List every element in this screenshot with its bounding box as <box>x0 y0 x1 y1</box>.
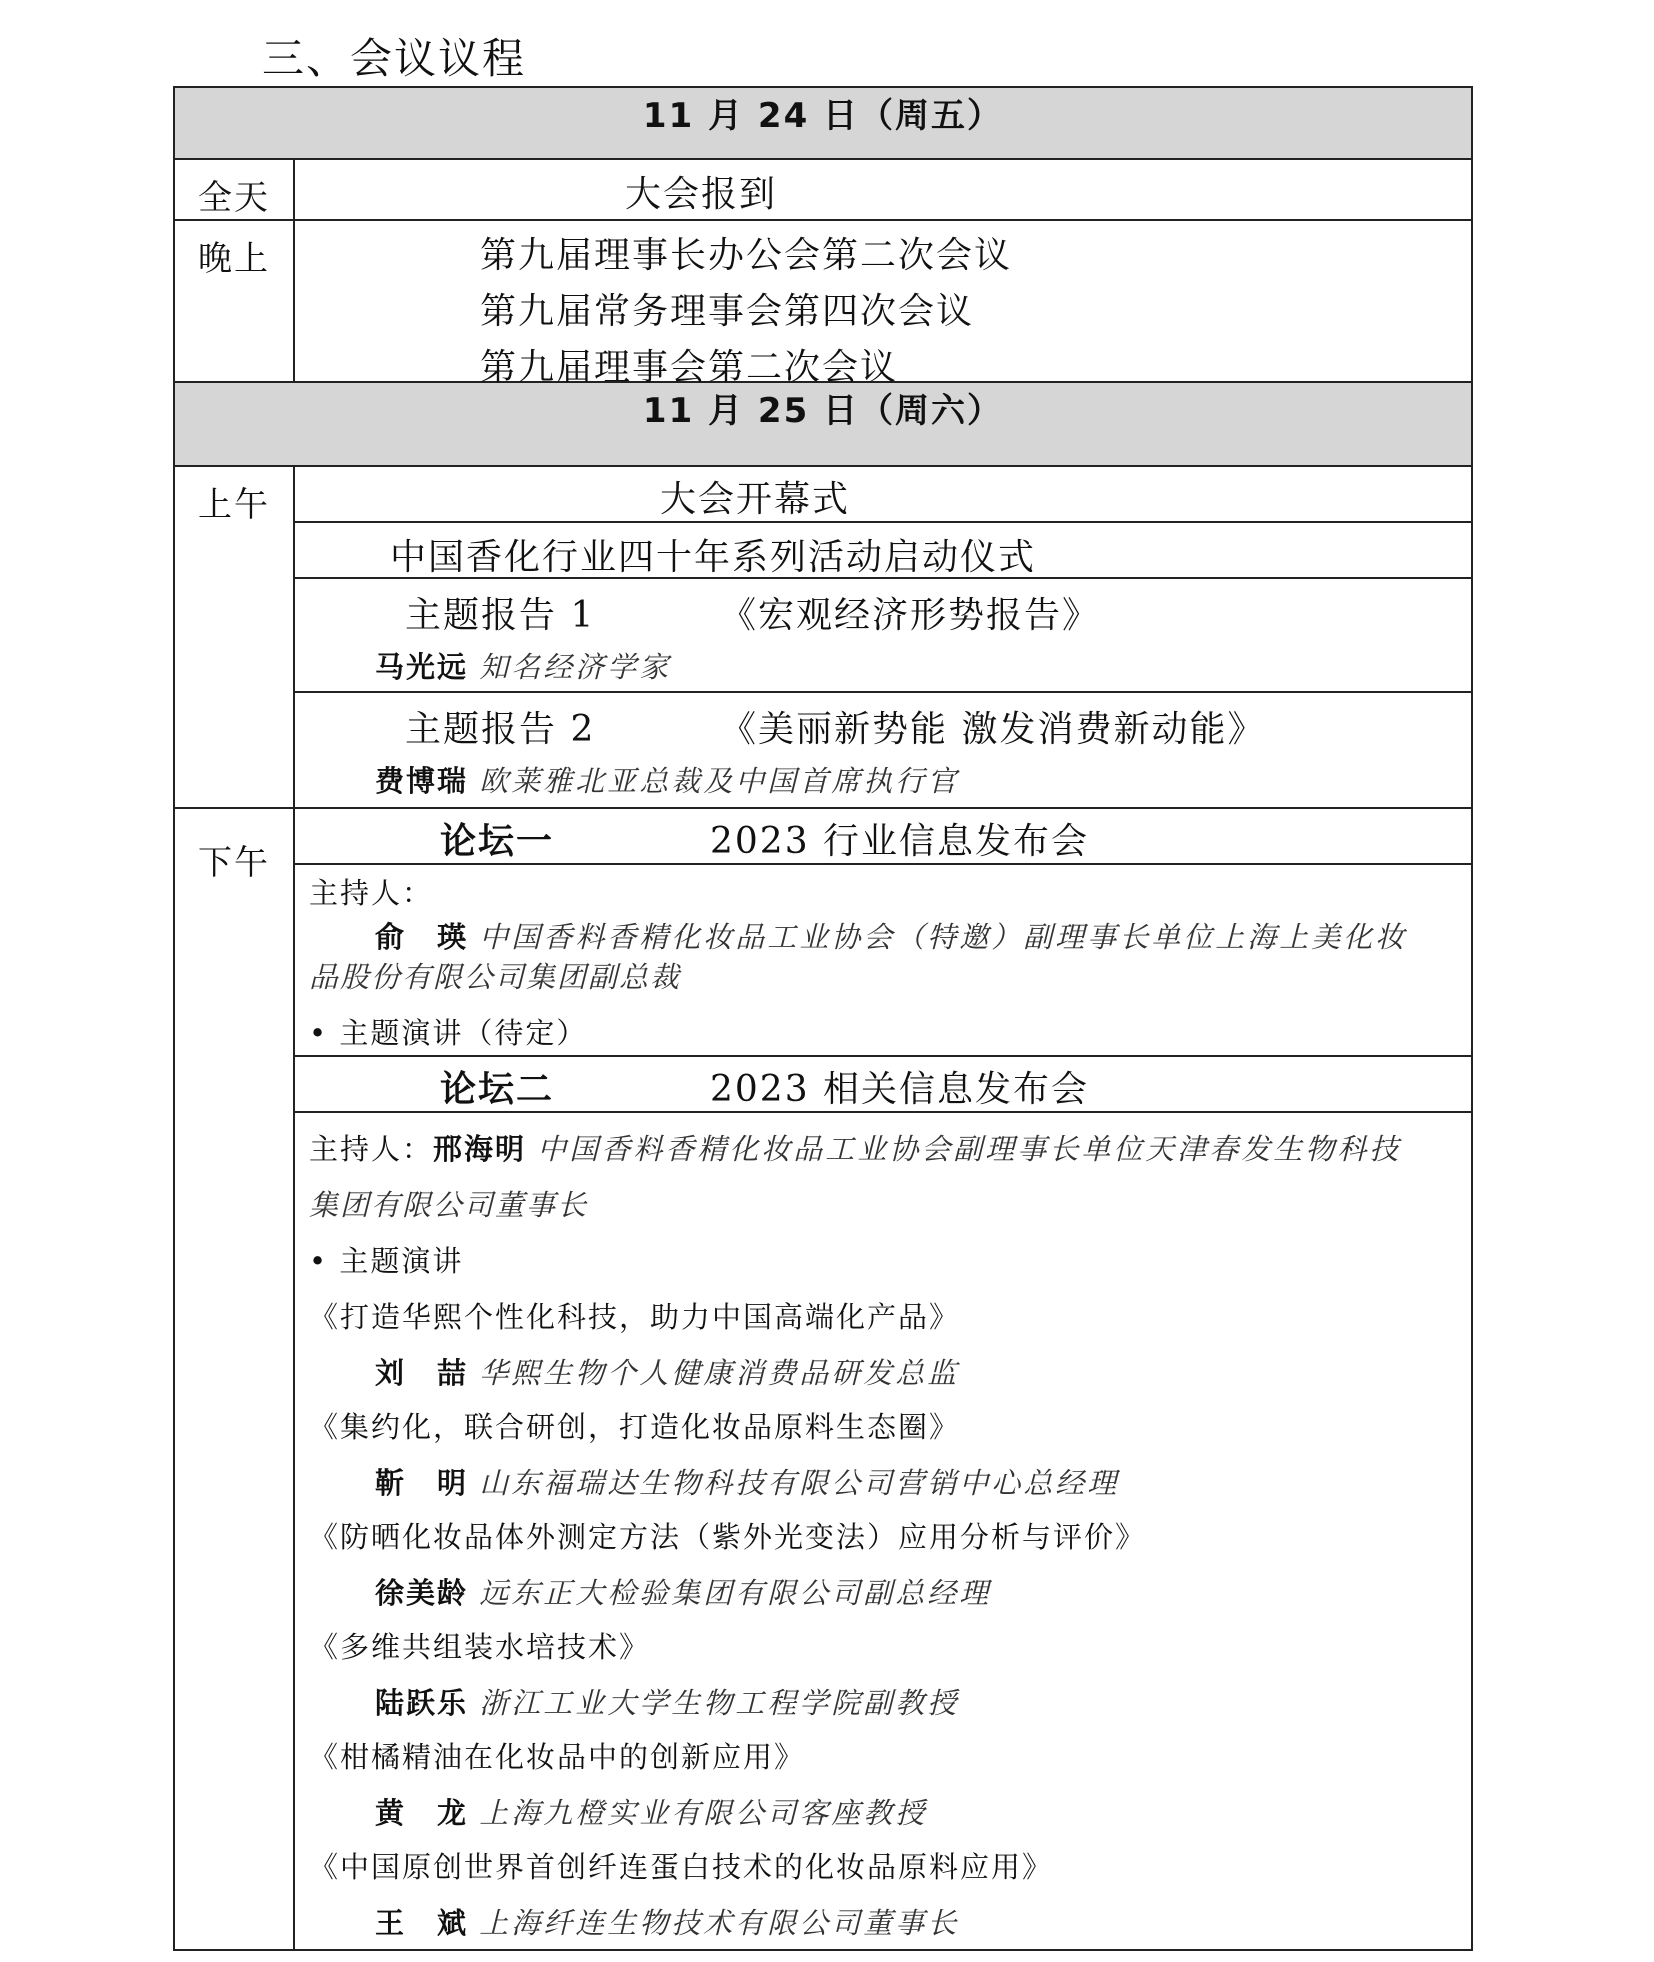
agenda-row <box>174 220 1472 382</box>
opening-ceremony: 大会开幕式 <box>660 479 851 520</box>
speaker-name: 王 斌 <box>375 1906 469 1940</box>
keynote-tag: 主题报告 2 <box>405 709 596 750</box>
day-header-row <box>174 87 1472 159</box>
talk-title: 《柑橘精油在化妆品中的创新应用》 <box>309 1740 806 1774</box>
forum-tag: 论坛一 <box>440 821 555 862</box>
speaker-role: 华熙生物个人健康消费品研发总监 <box>479 1356 960 1390</box>
speaker-name: 黄 龙 <box>375 1796 469 1830</box>
speaker-name: 徐美龄 <box>375 1576 469 1610</box>
talk-title: 《中国原创世界首创纤连蛋白技术的化妆品原料应用》 <box>309 1850 1054 1884</box>
keynote-block <box>295 693 1471 805</box>
forum-body <box>295 1113 1471 1949</box>
time-slot-label: 晚上 <box>174 220 294 382</box>
forum-tag: 论坛二 <box>440 1069 555 1110</box>
forum-body <box>295 865 1471 1057</box>
host-role-continued: 品股份有限公司集团副总裁 <box>309 960 682 994</box>
speaker-role: 上海纤连生物技术有限公司董事长 <box>479 1906 960 1940</box>
talk-title: 《防晒化妆品体外测定方法（紫外光变法）应用分析与评价》 <box>309 1520 1147 1554</box>
agenda-item: 第九届理事长办公会第二次会议 <box>480 235 1013 276</box>
day-date: 11 月 24 日（周五） <box>174 87 1472 159</box>
host-label: 主持人： <box>309 1132 434 1166</box>
host-role: 中国香料香精化妆品工业协会（特邀）副理事长单位上海上美化妆 <box>479 920 1408 954</box>
keynote-tag: 主题报告 1 <box>405 595 596 636</box>
agenda-row <box>174 159 1472 220</box>
time-slot-label: 上午 <box>174 466 294 808</box>
agenda-content <box>294 466 1472 808</box>
agenda-table <box>173 86 1473 1951</box>
agenda-item: 第九届常务理事会第四次会议 <box>480 291 975 332</box>
talk-title: 《集约化，联合研创，打造化妆品原料生态圈》 <box>309 1410 961 1444</box>
speaker-name: 刘 喆 <box>375 1356 469 1390</box>
speaker-role: 上海九橙实业有限公司客座教授 <box>479 1796 928 1830</box>
speaker-name: 陆跃乐 <box>375 1686 469 1720</box>
host-role: 中国香料香精化妆品工业协会副理事长单位天津春发生物科技 <box>537 1132 1402 1166</box>
agenda-subrow <box>295 467 1471 523</box>
day-header-row <box>174 382 1472 466</box>
agenda-item: 第九届理事会第二次会议 <box>480 347 899 388</box>
host-name: 邢海明 <box>433 1132 527 1166</box>
speaker-role: 欧莱雅北亚总裁及中国首席执行官 <box>479 764 960 798</box>
launch-ceremony: 中国香化行业四十年系列活动启动仪式 <box>390 537 1037 578</box>
keynote-block <box>295 579 1471 693</box>
host-role-continued: 集团有限公司董事长 <box>309 1188 589 1222</box>
forum-header <box>295 809 1471 865</box>
talk-title: 《多维共组装水培技术》 <box>309 1630 651 1664</box>
agenda-subrow <box>295 523 1471 579</box>
keynote-title: 《宏观经济形势报告》 <box>720 595 1101 636</box>
speaker-name: 马光远 <box>375 650 469 684</box>
agenda-row <box>174 808 1472 1950</box>
agenda-content <box>294 159 1472 220</box>
forum-title: 2023 行业信息发布会 <box>710 821 1090 862</box>
day-date: 11 月 25 日（周六） <box>174 382 1472 466</box>
time-slot-label: 下午 <box>174 808 294 1950</box>
host-name: 俞 瑛 <box>375 920 469 954</box>
speaker-name: 费博瑞 <box>375 764 469 798</box>
keynote-bullet: • 主题演讲 <box>309 1244 464 1278</box>
agenda-content <box>294 808 1472 1950</box>
forum-header <box>295 1057 1471 1113</box>
time-slot-label: 全天 <box>174 159 294 220</box>
agenda-item: 大会报到 <box>625 174 778 215</box>
speaker-role: 山东福瑞达生物科技有限公司营销中心总经理 <box>479 1466 1120 1500</box>
agenda-content <box>294 220 1472 388</box>
section-heading: 三、会议议程 <box>262 34 527 83</box>
host-label: 主持人： <box>309 876 434 910</box>
agenda-row <box>174 466 1472 808</box>
speaker-role: 远东正大检验集团有限公司副总经理 <box>479 1576 992 1610</box>
forum-title: 2023 相关信息发布会 <box>710 1069 1090 1110</box>
speaker-role: 知名经济学家 <box>479 650 672 684</box>
keynote-title: 《美丽新势能 激发消费新动能》 <box>720 709 1266 750</box>
speaker-name: 靳 明 <box>375 1466 469 1500</box>
keynote-bullet: • 主题演讲（待定） <box>309 1016 588 1050</box>
speaker-role: 浙江工业大学生物工程学院副教授 <box>479 1686 960 1720</box>
talk-title: 《打造华熙个性化科技，助力中国高端化产品》 <box>309 1300 961 1334</box>
